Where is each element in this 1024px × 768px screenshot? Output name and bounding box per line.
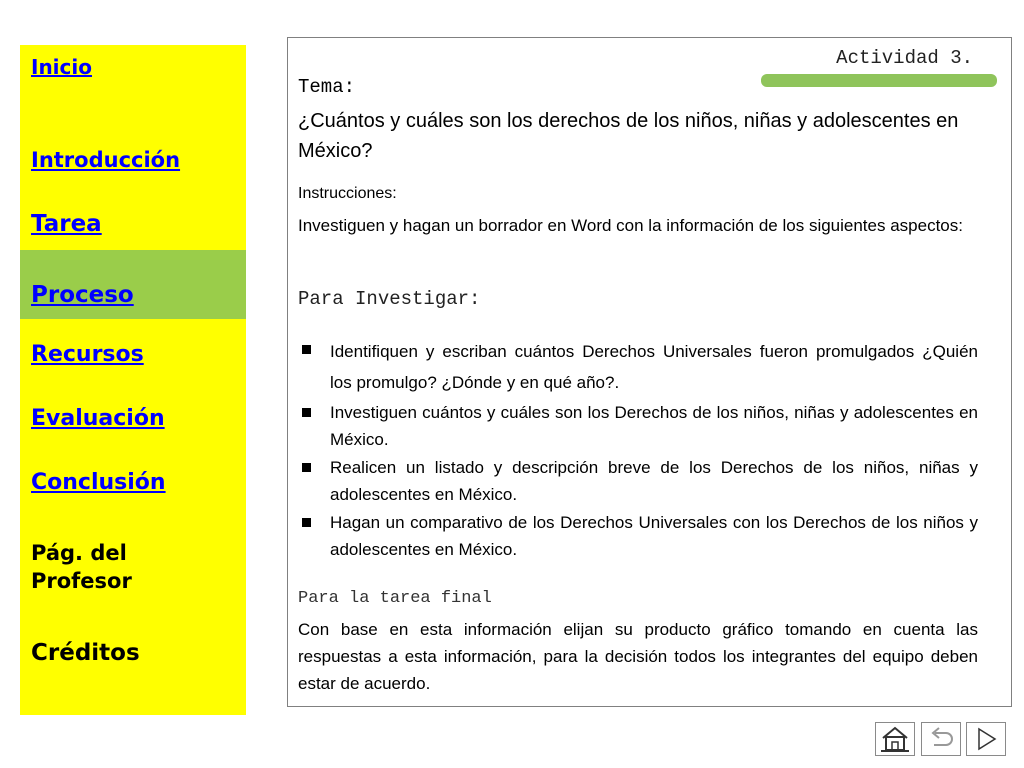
sidebar-item-introduccion[interactable]: Introducción (31, 148, 181, 172)
final-task-heading: Para la tarea final (298, 589, 492, 608)
sidebar-item-recursos[interactable]: Recursos (31, 342, 144, 367)
list-item (298, 509, 978, 563)
bullet-square-icon (302, 518, 311, 527)
final-task-text: Con base en esta información elijan su producto gráfico tomando en cuenta las respuestas a esta información, para la decisión todos los integrantes del equipo deben estar de acuerdo. (298, 620, 978, 693)
next-triangle-icon (967, 723, 1005, 755)
list-item-text: Investiguen cuántos y cuáles son los Derechos de los niños, niñas y adolescentes en México. (330, 403, 978, 449)
back-arrow-icon (922, 723, 960, 755)
sidebar-menu (20, 45, 246, 715)
bullet-square-icon (302, 463, 311, 472)
sidebar-item-conclusion[interactable]: Conclusión (31, 470, 166, 495)
sidebar-item-inicio[interactable]: Inicio (31, 55, 92, 79)
sidebar-item-creditos: Créditos (31, 640, 140, 666)
list-item (298, 399, 978, 453)
activity-label: Actividad 3. (836, 47, 973, 69)
list-item (298, 336, 978, 398)
back-button[interactable] (921, 722, 961, 756)
list-item-text: Realicen un listado y descripción breve de los Derechos de los niños, niñas y adolescentes en México. (330, 458, 978, 504)
investigate-heading: Para Investigar: (298, 288, 481, 310)
instructions-text: Investiguen y hagan un borrador en Word con la información de los siguientes aspectos: (298, 216, 963, 235)
sidebar-item-proceso[interactable]: Proceso (31, 282, 134, 308)
tema-label: Tema: (298, 76, 356, 98)
investigate-list (298, 336, 978, 564)
content-panel (287, 37, 1012, 707)
sidebar-item-evaluacion[interactable]: Evaluación (31, 406, 165, 431)
home-button[interactable] (875, 722, 915, 756)
sidebar-item-tarea[interactable]: Tarea (31, 211, 102, 237)
bullet-square-icon (302, 408, 311, 417)
tema-question: ¿Cuántos y cuáles son los derechos de los niños, niñas y adolescentes en México? (298, 110, 959, 162)
sidebar-item-profesor: Pág. del Profesor (31, 541, 132, 593)
list-item (298, 454, 978, 508)
activity-accent-bar (761, 74, 997, 87)
instructions-label: Instrucciones: (298, 185, 397, 202)
list-item-text: Identifiquen y escriban cuántos Derechos Universales fueron promulgados ¿Quién los promulgo? ¿Dónde y en qué año?. (330, 342, 978, 392)
next-button[interactable] (966, 722, 1006, 756)
home-icon (876, 723, 914, 755)
bullet-square-icon (302, 345, 311, 354)
list-item-text: Hagan un comparativo de los Derechos Universales con los Derechos de los niños y adolescentes en México. (330, 513, 978, 559)
